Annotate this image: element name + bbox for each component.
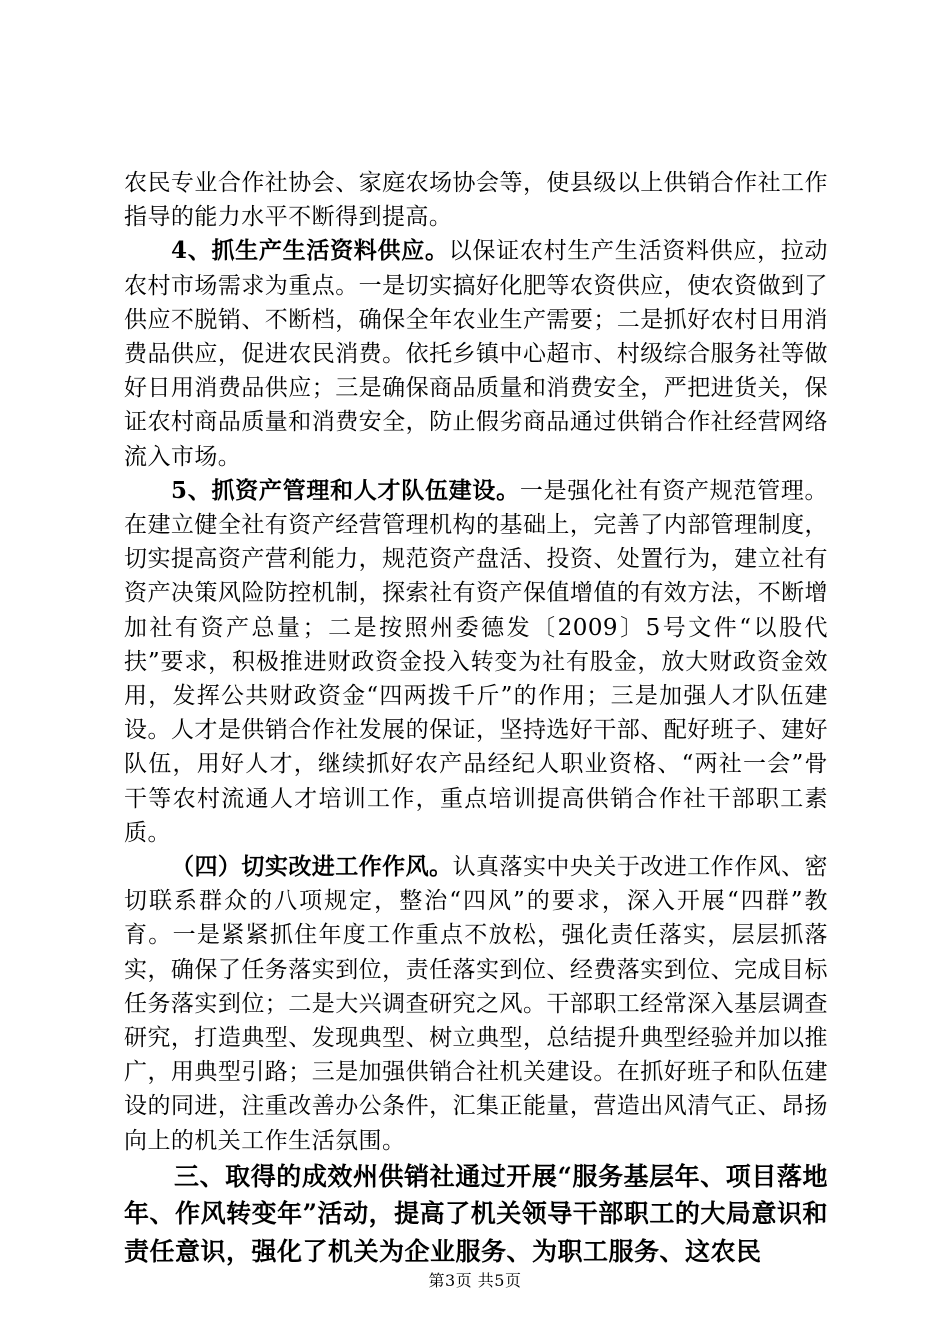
paragraph-supply (124, 234, 828, 473)
paragraph-assets-talent (124, 474, 828, 850)
paragraph-heading: 5、抓资产管理和人才队伍建设。 (171, 476, 520, 504)
paragraph-text: 农民专业合作社协会、家庭农场协会等，使县级以上供销合作社工作指导的能力水平不断得到提高。 (124, 170, 828, 231)
paragraph-text: 三、取得的成效州供销社通过开展“服务基层年、项目落地年、作风转变年”活动，提高了机关领导干部职工的大局意识和责任意识，强化了机关为企业服务、为职工服务、这农民 (124, 1161, 828, 1266)
paragraph-text: 认真落实中央关于改进工作作风、密切联系群众的八项规定，整治“四风”的要求，深入开展“四群”教育。一是紧紧抓住年度工作重点不放松，强化责任落实，层层抓落实，确保了任务落实到位，责任落实到位、经费落实到位、完成目标任务落实到位；二是大兴调查研究之风。干部职工经常深入基层调查研究，打造典型、发现典型、树立典型，总结提升典型经验并加以推广，用典型引路；三是加强供销合社机关建设。在抓好班子和队伍建设的同进，注重改善办公条件，汇集正能量，营造出风清气正、昂扬向上的机关工作生活氛围。 (124, 854, 828, 1154)
document-body (124, 166, 828, 1270)
section-results-paragraph (124, 1158, 828, 1271)
paragraph-heading: 4、抓生产生活资料供应。 (171, 237, 449, 265)
paragraph-text: 一是强化社有资产规范管理。在建立健全社有资产经营管理机构的基础上，完善了内部管理制度，切实提高资产营利能力，规范资产盘活、投资、处置行为，建立社有资产决策风险防控机制，探索社有资产保值增值的有效方法，不断增加社有资产总量；二是按照州委德发〔2009〕5号文件“以股代扶”要求，积极推进财政资金投入转变为社有股金，放大财政资金效用，发挥公共财政资金“四两拨千斤”的作用；三是加强人才队伍建设。人才是供销合作社发展的保证，坚持选好干部、配好班子、建好队伍，用好人才，继续抓好农产品经纪人职业资格、“两社一会”骨干等农村流通人才培训工作，重点培训提高供销合作社干部职工素质。 (124, 477, 828, 846)
paragraph-heading: （四）切实改进工作作风。 (171, 853, 453, 881)
paragraph-continuation (124, 166, 828, 234)
page-footer: 第3页 共5页 (428, 1271, 522, 1290)
paragraph-work-style (124, 850, 828, 1158)
paragraph-text: 以保证农村生产生活资料供应，拉动农村市场需求为重点。一是切实搞好化肥等农资供应，使农资做到了供应不脱销、不断档，确保全年农业生产需要；二是抓好农村日用消费品供应，促进农民消费。依托乡镇中心超市、村级综合服务社等做好日用消费品供应；三是确保商品质量和消费安全，严把进货关，保证农村商品质量和消费安全，防止假劣商品通过供销合作社经营网络流入市场。 (124, 238, 829, 470)
